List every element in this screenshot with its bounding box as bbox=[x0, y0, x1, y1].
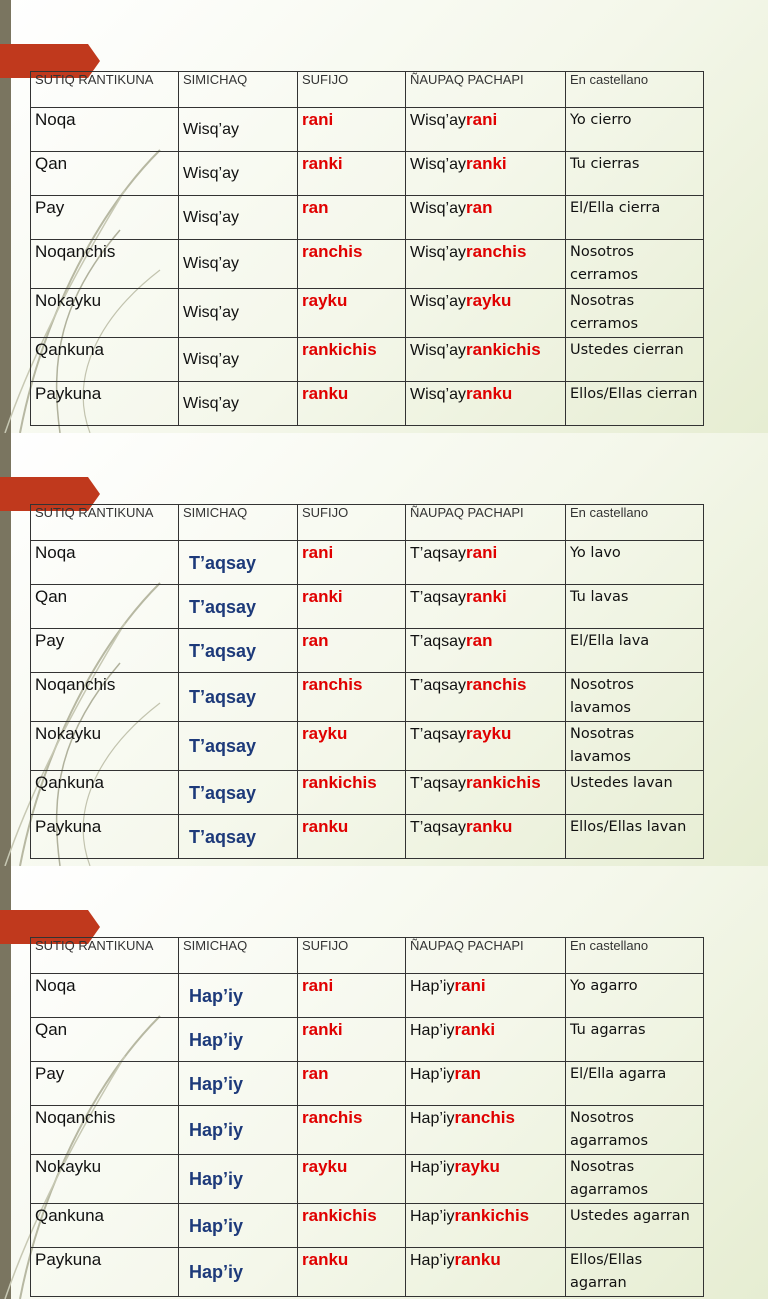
suffix-highlight: rani bbox=[454, 976, 486, 995]
suffix-highlight: ran bbox=[466, 631, 493, 650]
verb-cell: Hap’iy bbox=[179, 1062, 298, 1106]
verb-stem: Wisq’ay bbox=[410, 244, 467, 261]
past-form-cell bbox=[406, 108, 566, 152]
pronoun-cell: Noqanchis bbox=[31, 673, 179, 722]
suffix-cell: ranchis bbox=[298, 1106, 406, 1155]
suffix-cell: ranki bbox=[298, 585, 406, 629]
table-row bbox=[31, 541, 704, 585]
suffix-cell: ran bbox=[298, 1062, 406, 1106]
pronoun-cell: Qan bbox=[31, 1018, 179, 1062]
past-form-cell bbox=[406, 1155, 566, 1204]
suffix-cell: rayku bbox=[298, 722, 406, 771]
suffix-cell: rani bbox=[298, 541, 406, 585]
past-form-cell bbox=[406, 541, 566, 585]
header-past-form: ÑAUPAQ PACHAPI bbox=[406, 938, 566, 974]
suffix-highlight: ran bbox=[454, 1064, 481, 1083]
spanish-translation-cell: Ustedes lavan bbox=[566, 771, 704, 815]
table-row bbox=[31, 771, 704, 815]
verb-stem: Wisq’ay bbox=[410, 156, 467, 173]
verb-cell: Hap’iy bbox=[179, 1018, 298, 1062]
verb-cell: T’aqsay bbox=[179, 722, 298, 771]
verb-stem: Hap’iy bbox=[410, 1159, 455, 1176]
past-form-cell bbox=[406, 382, 566, 426]
pronoun-cell: Nokayku bbox=[31, 1155, 179, 1204]
verb-cell: Wisq’ay bbox=[179, 108, 298, 152]
table-row bbox=[31, 1248, 704, 1297]
past-form-cell bbox=[406, 629, 566, 673]
suffix-highlight: ranku bbox=[454, 1250, 501, 1269]
suffix-cell: rani bbox=[298, 974, 406, 1018]
slide-3 bbox=[0, 866, 768, 1299]
header-row bbox=[31, 505, 704, 541]
suffix-cell: ranchis bbox=[298, 240, 406, 289]
pronoun-cell: Noqa bbox=[31, 541, 179, 585]
verb-stem: T’aqsay bbox=[410, 589, 467, 606]
suffix-cell: rayku bbox=[298, 1155, 406, 1204]
table-row bbox=[31, 196, 704, 240]
spanish-translation-cell: Tu cierras bbox=[566, 152, 704, 196]
table-row bbox=[31, 585, 704, 629]
suffix-highlight: rayku bbox=[466, 724, 512, 743]
verb-cell: T’aqsay bbox=[179, 541, 298, 585]
spanish-translation-cell: Yo agarro bbox=[566, 974, 704, 1018]
past-form-cell bbox=[406, 1204, 566, 1248]
header-pronoun: SUTIQ RANTIKUNA bbox=[31, 72, 179, 108]
suffix-highlight: ranchis bbox=[454, 1108, 515, 1127]
table-row bbox=[31, 240, 704, 289]
table-row bbox=[31, 815, 704, 859]
past-form-cell bbox=[406, 815, 566, 859]
past-form-cell bbox=[406, 240, 566, 289]
pronoun-cell: Noqa bbox=[31, 108, 179, 152]
verb-stem: Wisq’ay bbox=[410, 293, 467, 310]
verb-cell: Wisq’ay bbox=[179, 240, 298, 289]
header-suffix: SUFIJO bbox=[298, 505, 406, 541]
past-form-cell bbox=[406, 152, 566, 196]
past-form-cell bbox=[406, 585, 566, 629]
verb-stem: T’aqsay bbox=[410, 819, 467, 836]
past-form-cell bbox=[406, 1248, 566, 1297]
suffix-cell: ran bbox=[298, 629, 406, 673]
suffix-cell: ranku bbox=[298, 815, 406, 859]
verb-stem: Wisq’ay bbox=[410, 200, 467, 217]
pronoun-cell: Paykuna bbox=[31, 1248, 179, 1297]
spanish-translation-cell: Ellos/Ellas lavan bbox=[566, 815, 704, 859]
header-past-form: ÑAUPAQ PACHAPI bbox=[406, 505, 566, 541]
verb-stem: Hap’iy bbox=[410, 1110, 455, 1127]
verb-stem: T’aqsay bbox=[410, 545, 467, 562]
past-form-cell bbox=[406, 722, 566, 771]
header-row bbox=[31, 938, 704, 974]
verb-cell: Wisq’ay bbox=[179, 196, 298, 240]
suffix-cell: rankichis bbox=[298, 1204, 406, 1248]
conjugation-table-1 bbox=[30, 71, 704, 426]
suffix-cell: ranki bbox=[298, 1018, 406, 1062]
table-row bbox=[31, 152, 704, 196]
spanish-translation-cell: Nosotras cerramos bbox=[566, 289, 704, 338]
suffix-highlight: rani bbox=[466, 543, 498, 562]
past-form-cell bbox=[406, 338, 566, 382]
verb-stem: T’aqsay bbox=[410, 726, 467, 743]
suffix-highlight: ranchis bbox=[466, 675, 527, 694]
table-row bbox=[31, 1062, 704, 1106]
header-spanish: En castellano bbox=[566, 505, 704, 541]
header-pronoun: SUTIQ RANTIKUNA bbox=[31, 505, 179, 541]
suffix-cell: ranku bbox=[298, 382, 406, 426]
header-suffix: SUFIJO bbox=[298, 72, 406, 108]
spanish-translation-cell: Ellos/Ellas agarran bbox=[566, 1248, 704, 1297]
spanish-translation-cell: Tu lavas bbox=[566, 585, 704, 629]
table-row bbox=[31, 974, 704, 1018]
verb-cell: T’aqsay bbox=[179, 585, 298, 629]
past-form-cell bbox=[406, 289, 566, 338]
verb-cell: Wisq’ay bbox=[179, 289, 298, 338]
pronoun-cell: Noqanchis bbox=[31, 240, 179, 289]
table-row bbox=[31, 673, 704, 722]
suffix-cell: ranki bbox=[298, 152, 406, 196]
suffix-highlight: ranchis bbox=[466, 242, 527, 261]
verb-stem: Hap’iy bbox=[410, 1252, 455, 1269]
verb-stem: Hap’iy bbox=[410, 1022, 455, 1039]
table-row bbox=[31, 382, 704, 426]
slide-2 bbox=[0, 433, 768, 866]
spanish-translation-cell: El/Ella lava bbox=[566, 629, 704, 673]
table-row bbox=[31, 108, 704, 152]
pronoun-cell: Pay bbox=[31, 196, 179, 240]
spanish-translation-cell: Tu agarras bbox=[566, 1018, 704, 1062]
past-form-cell bbox=[406, 974, 566, 1018]
spanish-translation-cell: Ellos/Ellas cierran bbox=[566, 382, 704, 426]
past-form-cell bbox=[406, 1062, 566, 1106]
pronoun-cell: Pay bbox=[31, 629, 179, 673]
verb-cell: Hap’iy bbox=[179, 974, 298, 1018]
header-pronoun: SUTIQ RANTIKUNA bbox=[31, 938, 179, 974]
header-row bbox=[31, 72, 704, 108]
spanish-translation-cell: Nosotras lavamos bbox=[566, 722, 704, 771]
suffix-cell: rani bbox=[298, 108, 406, 152]
verb-stem: T’aqsay bbox=[410, 775, 467, 792]
spanish-translation-cell: Nosotras agarramos bbox=[566, 1155, 704, 1204]
header-spanish: En castellano bbox=[566, 72, 704, 108]
past-form-cell bbox=[406, 771, 566, 815]
verb-cell: T’aqsay bbox=[179, 673, 298, 722]
suffix-cell: rankichis bbox=[298, 771, 406, 815]
suffix-highlight: rankichis bbox=[466, 773, 541, 792]
pronoun-cell: Qan bbox=[31, 585, 179, 629]
spanish-translation-cell: Ustedes cierran bbox=[566, 338, 704, 382]
suffix-highlight: rankichis bbox=[466, 340, 541, 359]
pronoun-cell: Paykuna bbox=[31, 815, 179, 859]
spanish-translation-cell: El/Ella cierra bbox=[566, 196, 704, 240]
spanish-translation-cell: Ustedes agarran bbox=[566, 1204, 704, 1248]
header-verb: SIMICHAQ bbox=[179, 72, 298, 108]
past-form-cell bbox=[406, 196, 566, 240]
table-row bbox=[31, 1155, 704, 1204]
verb-stem: T’aqsay bbox=[410, 677, 467, 694]
verb-cell: T’aqsay bbox=[179, 815, 298, 859]
spanish-translation-cell: Nosotros cerramos bbox=[566, 240, 704, 289]
suffix-highlight: ranki bbox=[454, 1020, 496, 1039]
verb-stem: Wisq’ay bbox=[410, 342, 467, 359]
pronoun-cell: Qankuna bbox=[31, 338, 179, 382]
pronoun-cell: Nokayku bbox=[31, 289, 179, 338]
table-row bbox=[31, 338, 704, 382]
table-row bbox=[31, 1018, 704, 1062]
table-row bbox=[31, 629, 704, 673]
spanish-translation-cell: Nosotros lavamos bbox=[566, 673, 704, 722]
spanish-translation-cell: El/Ella agarra bbox=[566, 1062, 704, 1106]
verb-cell: Hap’iy bbox=[179, 1204, 298, 1248]
verb-cell: Wisq’ay bbox=[179, 152, 298, 196]
suffix-cell: rankichis bbox=[298, 338, 406, 382]
pronoun-cell: Qankuna bbox=[31, 1204, 179, 1248]
pronoun-cell: Nokayku bbox=[31, 722, 179, 771]
verb-stem: Hap’iy bbox=[410, 1066, 455, 1083]
past-form-cell bbox=[406, 1018, 566, 1062]
spanish-translation-cell: Yo cierro bbox=[566, 108, 704, 152]
suffix-highlight: ranki bbox=[466, 154, 507, 173]
past-form-cell bbox=[406, 1106, 566, 1155]
verb-stem: Hap’iy bbox=[410, 1208, 455, 1225]
verb-cell: Wisq’ay bbox=[179, 382, 298, 426]
pronoun-cell: Pay bbox=[31, 1062, 179, 1106]
table-row bbox=[31, 1106, 704, 1155]
past-form-cell bbox=[406, 673, 566, 722]
verb-stem: Hap’iy bbox=[410, 978, 455, 995]
conjugation-table-2 bbox=[30, 504, 704, 859]
verb-cell: T’aqsay bbox=[179, 629, 298, 673]
header-verb: SIMICHAQ bbox=[179, 938, 298, 974]
table-row bbox=[31, 722, 704, 771]
suffix-highlight: ran bbox=[466, 198, 493, 217]
header-suffix: SUFIJO bbox=[298, 938, 406, 974]
verb-cell: Hap’iy bbox=[179, 1155, 298, 1204]
suffix-highlight: rayku bbox=[454, 1157, 500, 1176]
suffix-highlight: rankichis bbox=[454, 1206, 530, 1225]
suffix-cell: ran bbox=[298, 196, 406, 240]
suffix-cell: rayku bbox=[298, 289, 406, 338]
table-row bbox=[31, 289, 704, 338]
verb-cell: T’aqsay bbox=[179, 771, 298, 815]
pronoun-cell: Qan bbox=[31, 152, 179, 196]
verb-cell: Hap’iy bbox=[179, 1106, 298, 1155]
slide-1 bbox=[0, 0, 768, 433]
suffix-highlight: ranki bbox=[466, 587, 507, 606]
pronoun-cell: Paykuna bbox=[31, 382, 179, 426]
verb-cell: Hap’iy bbox=[179, 1248, 298, 1297]
header-verb: SIMICHAQ bbox=[179, 505, 298, 541]
suffix-highlight: rayku bbox=[466, 291, 512, 310]
suffix-highlight: rani bbox=[466, 110, 498, 129]
suffix-cell: ranku bbox=[298, 1248, 406, 1297]
pronoun-cell: Qankuna bbox=[31, 771, 179, 815]
verb-stem: T’aqsay bbox=[410, 633, 467, 650]
conjugation-table-3 bbox=[30, 937, 704, 1297]
suffix-highlight: ranku bbox=[466, 817, 513, 836]
pronoun-cell: Noqanchis bbox=[31, 1106, 179, 1155]
verb-stem: Wisq’ay bbox=[410, 386, 467, 403]
suffix-cell: ranchis bbox=[298, 673, 406, 722]
header-past-form: ÑAUPAQ PACHAPI bbox=[406, 72, 566, 108]
table-row bbox=[31, 1204, 704, 1248]
spanish-translation-cell: Yo lavo bbox=[566, 541, 704, 585]
suffix-highlight: ranku bbox=[466, 384, 513, 403]
header-spanish: En castellano bbox=[566, 938, 704, 974]
pronoun-cell: Noqa bbox=[31, 974, 179, 1018]
verb-stem: Wisq’ay bbox=[410, 112, 467, 129]
verb-cell: Wisq’ay bbox=[179, 338, 298, 382]
spanish-translation-cell: Nosotros agarramos bbox=[566, 1106, 704, 1155]
